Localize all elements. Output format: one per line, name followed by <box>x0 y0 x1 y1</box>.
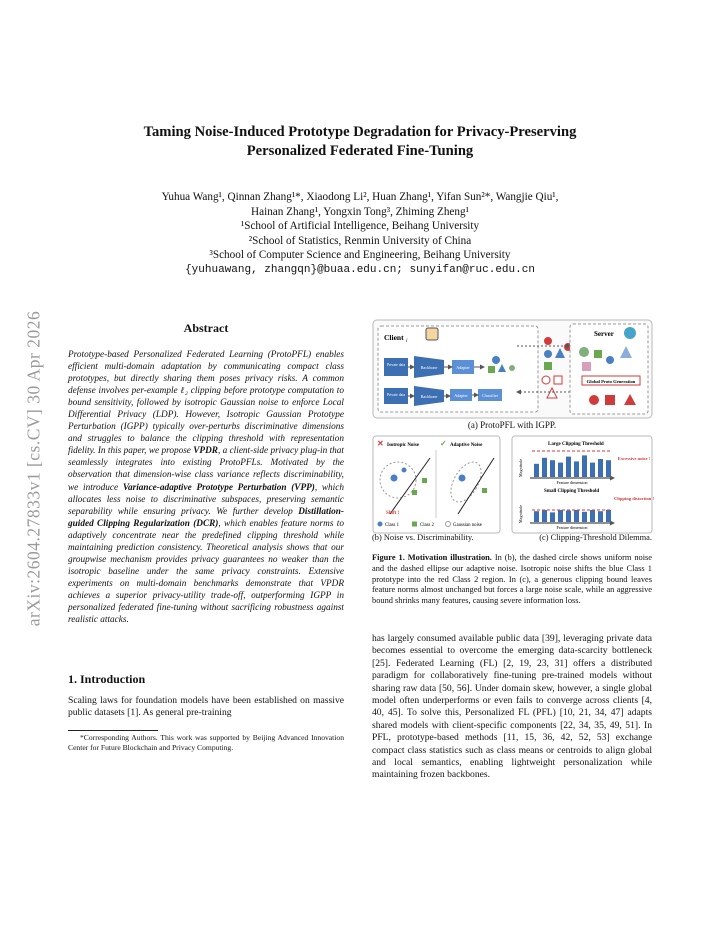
proto-blob-1 <box>492 356 500 364</box>
adaptive-noise-label: Adaptive Noise <box>450 443 483 448</box>
client-label: Client <box>384 333 404 342</box>
feature-bar <box>550 512 555 522</box>
magnitude-label-top: Magnitude <box>518 458 523 478</box>
proto-blob-4 <box>509 365 515 371</box>
legend-class2-swatch <box>412 522 417 527</box>
global-proto-square <box>605 395 615 405</box>
class1-dot-iso-2 <box>402 468 407 473</box>
abstract-vpdr: VPDR <box>193 446 218 457</box>
adapter-label-1: Adapter <box>456 365 470 370</box>
paper-title <box>100 123 620 161</box>
legend-class2: Class 2 <box>420 523 434 528</box>
magnitude-label-bottom: Magnitude <box>518 504 523 524</box>
feature-bar <box>606 460 611 477</box>
abstract-vpp: Variance-adaptive Prototype Perturbation (VPP) <box>122 482 315 493</box>
adversary-icon-1 <box>544 337 552 345</box>
isotropic-cross-icon: ✕ <box>377 439 384 448</box>
abstract-heading: Abstract <box>183 321 229 335</box>
abstract-body <box>68 349 344 626</box>
feature-bar <box>590 463 595 477</box>
affiliation-2: ²School of Statistics, Renmin University of China <box>248 234 472 247</box>
feature-bar <box>574 510 579 522</box>
feature-bar <box>574 461 579 477</box>
backbone-label-1: Backbone <box>420 365 438 370</box>
authors-line-2: Hainan Zhang¹, Yongxin Tong³, Zhiming Zheng¹ <box>251 205 469 218</box>
large-clip-label: Large Clipping Threshold <box>548 442 604 447</box>
feature-bar <box>566 457 571 477</box>
server-proto-2 <box>594 350 602 358</box>
backbone-label-2: Backbone <box>420 394 438 399</box>
feature-bar <box>550 460 555 477</box>
footnote: *Corresponding Authors. This work was supported by Beijing Advanced Innovation Center for Future Blockchain and Privacy Computing. <box>68 733 344 752</box>
intro-continued: has largely consumed available public data [39], leveraging private data becomes essential to overcome the emerging data-scarcity bottleneck [25]. Federated Learning (FL) [2, 19, 23, 31] offers a distributed paradigm for collaboratively fine-tuning pre-trained models without sharing raw data [50, 56]. Under domain skew, however, a single global model often underperforms or even fails to converge across clients [4, 40, 45]. To solve this, Personalized FL (PFL) [10, 21, 34, 47] adapts shared models with client-specific components [22, 34, 35, 49, 51]. In PFL, prototype-based methods [11, 15, 36, 42, 52, 53] exchange compact class statistics such as class means or centroids to align global and local semantics, enabling lightweight personalization while maintaining frozen backbones. <box>372 633 652 781</box>
caption-b: (b) Noise vs. Discriminability. <box>372 533 474 542</box>
noised-proto-5 <box>554 376 562 384</box>
global-proto-label: Global Proto Generation <box>586 379 636 384</box>
abstract-part-3: , which allocates less noise to discriminative subspaces, preserving semantic separability while ensuring privacy. We further develop <box>68 482 344 517</box>
intro-heading: 1. Introduction <box>68 672 146 686</box>
figure-caption-text: In (b), the dashed circle shows uniform noise and the dashed ellipse our adaptive noise. Isotropic noise shifts the blue Class 1 prototype into the red Class 2 region. In (c), a generous clipping bound leaves feature norms almost unchanged but forces a large noise scale, while an aggressive bound shrinks many features, causing severe information loss. <box>372 553 652 606</box>
intro-text: Scaling laws for foundation models have been established on massive public datasets [1]. As general pre-training <box>68 695 344 719</box>
feature-dimension-bottom: Feature dimension <box>556 525 588 530</box>
isotropic-noise-label: Isotropic Noise <box>387 443 419 448</box>
feature-bar <box>606 510 611 522</box>
private-data-label-2: Private data <box>386 393 406 397</box>
adaptive-check-icon: ✓ <box>440 439 447 448</box>
global-proto-circle <box>589 395 599 405</box>
private-data-box-1 <box>384 358 408 376</box>
proto-blob-2 <box>488 366 495 373</box>
shift-label: Shift ! <box>386 511 400 516</box>
server-proto-5 <box>582 362 591 371</box>
author-block <box>80 190 640 278</box>
noised-proto-4 <box>542 376 550 384</box>
class1-dot-iso <box>391 475 398 482</box>
classifier-label: Classifier <box>481 393 499 398</box>
server-label: Server <box>594 330 614 338</box>
class2-sq-iso <box>412 490 417 495</box>
feature-bar <box>534 464 539 477</box>
abstract-part-2: , a client-side privacy plug-in that seamlessly integrates into existing ProtoPFLs. Motivated by the observation that dimension-wise class variance reflects discriminability, we introduce <box>68 446 344 493</box>
class1-dot-ada <box>459 475 466 482</box>
abstract-part-4: , which enables feature norms to adaptively concentrate near the predefined clipping threshold while maintaining prediction consistency. Theoretical analysis shows that our groupwise mechanism provides privacy guarantees no weaker than the isotropic baseline under the same privacy constraints. Extensive experiments on multi-domain benchmarks demonstrate that VPDR achieves a superior privacy-utility trade-off, outperforming IGPP in personalized federated fine-tuning without sacrificing robustness against realistic attacks. <box>68 518 344 626</box>
noised-proto-3 <box>544 362 552 370</box>
clipping-distortion-label: Clipping distortion ! <box>613 496 654 501</box>
feature-bar <box>558 463 563 477</box>
feature-bar <box>582 455 587 477</box>
affiliation-3: ³School of Computer Science and Engineering, Beihang University <box>209 249 511 262</box>
caption-c: (c) Clipping-Threshold Dilemma. <box>539 533 652 542</box>
small-clip-label: Small Clipping Threshold <box>544 489 600 494</box>
title-line-1: Taming Noise-Induced Prototype Degradation for Privacy-Preserving <box>143 124 577 140</box>
feature-bar <box>534 511 539 522</box>
excessive-noise-label: Excessive noise ! <box>617 456 651 461</box>
figure-caption-bold: Motivation illustration. <box>407 553 492 562</box>
caption-a: (a) ProtoPFL with IGPP. <box>467 420 557 430</box>
feature-bar <box>558 510 563 522</box>
feature-bar <box>542 510 547 522</box>
arxiv-stamp <box>14 258 54 678</box>
feature-dimension-top: Feature dimension <box>556 480 588 485</box>
server-proto-1 <box>579 347 589 357</box>
abstract-dcr: Distillation-guided Clipping Regularization (DCR) <box>68 506 344 529</box>
author-emails: {yuhuawang, zhangqn}@buaa.edu.cn; sunyifan@ruc.edu.cn <box>185 263 535 276</box>
sub-captions <box>372 533 652 542</box>
legend-class1-swatch <box>378 522 383 527</box>
affiliation-1: ¹School of Artificial Intelligence, Beihang University <box>240 220 480 233</box>
abstract-part-1: Prototype-based Personalized Federated Learning (ProtoPFL) enables efficient multi-domain adaptation by communicating compact class prototypes, but directly sharing them poses privacy risks. A common defense involves per-example ℓ₂ clipping before prototype computation to bound sensitivity, followed by isotropic Gaussian noise to enforce Local Differential Privacy (LDP). However, Isotropic Gaussian Prototype Perturbation (IGPP) typically over-perturbs discriminative dimensions and struggles to balance the clipping threshold with representation fidelity. In this paper, we propose <box>68 350 344 457</box>
feature-bar <box>598 459 603 477</box>
footnote-rule <box>68 730 158 731</box>
authors-line-1: Yuhua Wang¹, Qinnan Zhang¹*, Xiaodong Li², Huan Zhang¹, Yifan Sun²*, Wangjie Qiu¹, <box>161 191 559 203</box>
private-data-label-1: Private data <box>386 363 406 367</box>
feature-bar <box>590 510 595 522</box>
client-avatar-icon <box>426 328 438 340</box>
figure-caption <box>372 553 652 607</box>
class2-sq-ada <box>482 488 487 493</box>
server-proto-3 <box>606 356 614 364</box>
figure-1 <box>372 318 654 548</box>
feature-bar <box>598 511 603 522</box>
class2-sq-iso-2 <box>422 478 427 483</box>
arxiv-stamp-text: arXiv:2604.27833v1 [cs.CV] 30 Apr 2026 <box>23 310 44 627</box>
server-icon <box>624 327 636 339</box>
feature-bar <box>542 458 547 477</box>
feature-bar <box>566 511 571 522</box>
client-subscript: i <box>406 338 408 344</box>
title-line-2: Personalized Federated Fine-Tuning <box>246 143 474 159</box>
legend-gauss: Gaussian noise <box>453 523 482 528</box>
legend-class1: Class 1 <box>385 523 399 528</box>
adapter-label-2: Adapter <box>454 393 468 398</box>
noised-proto-1 <box>544 350 552 358</box>
figure-caption-label: Figure 1. <box>372 553 405 562</box>
feature-bar <box>582 512 587 522</box>
